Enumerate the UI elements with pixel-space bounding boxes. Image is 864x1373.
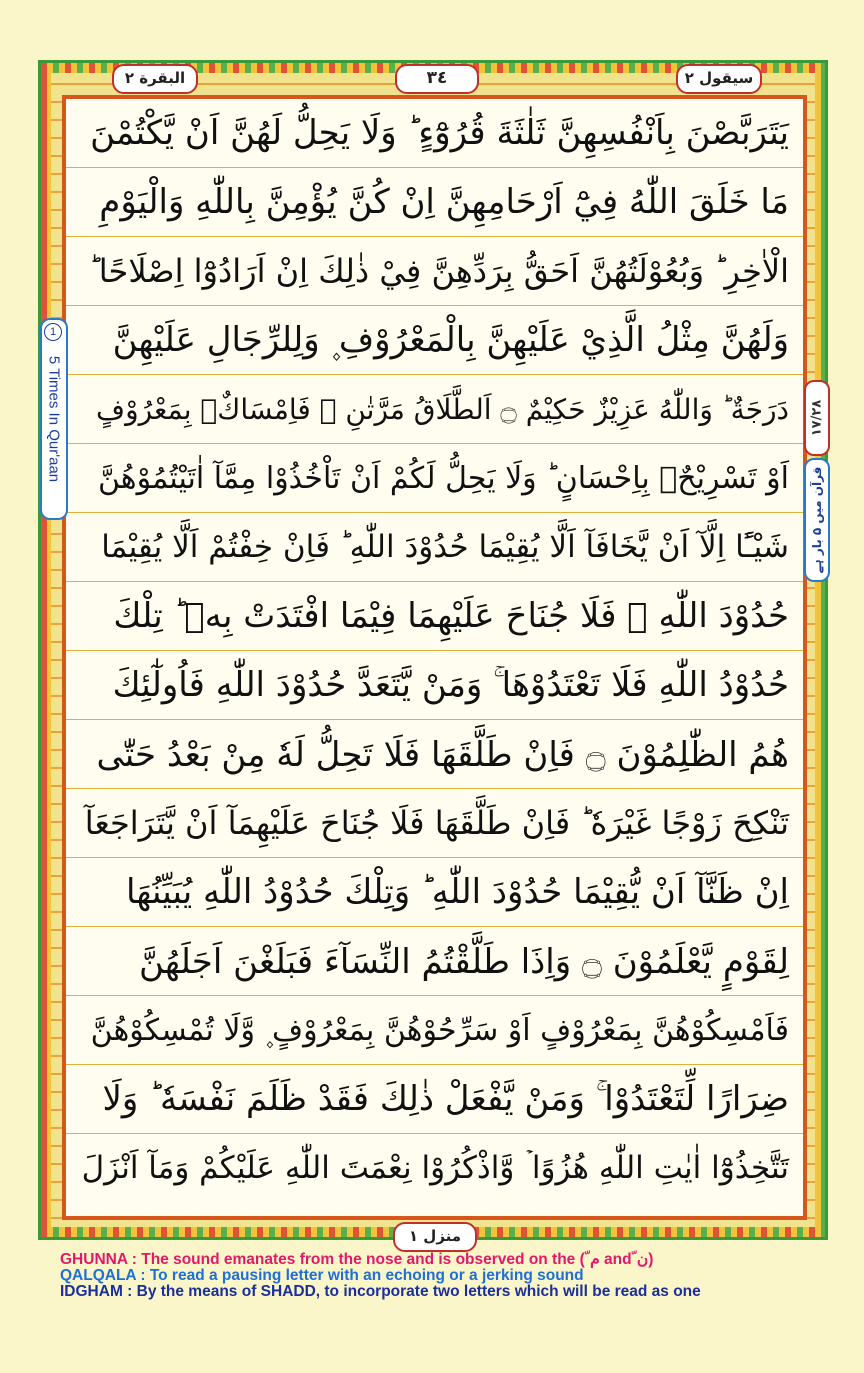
text-line-14: فَاَمْسِكُوْهُنَّ بِمَعْرُوْفٍ اَوْ سَرِّحُوْهُنَّ بِمَعْرُوْفٍ ۪ وَّلَا تُمْسِكُوْهُنَّ [66, 996, 803, 1065]
text-line-13: لِقَوْمٍ يَّعْلَمُوْنَ ۝ وَاِذَا طَلَّقْتُمُ النِّسَآءَ فَبَلَغْنَ اَجَلَهُنَّ [66, 927, 803, 996]
text-line-2: مَا خَلَقَ اللّٰهُ فِيْٓ اَرْحَامِهِنَّ اِنْ كُنَّ يُؤْمِنَّ بِاللّٰهِ وَالْيَوْمِ [66, 168, 803, 237]
quran-text-area [62, 95, 807, 1220]
side-note-left-text: 5 Times In Qur'aan [45, 355, 63, 483]
text-line-12: اِنْ ظَنَّآ اَنْ يُّقِيْمَا حُدُوْدَ اللّٰهِ ؕ وَتِلْكَ حُدُوْدُ اللّٰهِ يُبَيِّنُهَا [66, 858, 803, 927]
side-note-number: 1 [44, 323, 62, 341]
side-note-left [40, 318, 68, 520]
para-name-label: سيقول ٢ [676, 64, 762, 94]
text-line-4: وَلَهُنَّ مِثْلُ الَّذِيْ عَلَيْهِنَّ بِالْمَعْرُوْفِ ۪ وَلِلرِّجَالِ عَلَيْهِنَّ [66, 306, 803, 375]
text-line-5: دَرَجَةٌ ؕ وَاللّٰهُ عَزِيْزٌ حَكِيْمٌ ۝ اَلطَّلَاقُ مَرَّتٰنِ ۪ فَاِمْسَاكٌۢ بِمَعْرُوْفٍ [66, 375, 803, 444]
text-line-16: تَتَّخِذُوْٓا اٰيٰتِ اللّٰهِ هُزُوًا ۡ وَّاذْكُرُوْا نِعْمَتَ اللّٰهِ عَلَيْكُمْ وَمَآ اَنْزَلَ [81, 1150, 789, 1186]
text-line-10: هُمُ الظّٰلِمُوْنَ ۝ فَاِنْ طَلَّقَهَا فَلَا تَحِلُّ لَهٗ مِنْ بَعْدُ حَتّٰى [66, 720, 803, 789]
side-note-right-text: قرآن میں ۵ بار ہے [810, 466, 824, 574]
legend-qalqala: QALQALA : To read a pausing letter with an echoing or a jerking sound [60, 1267, 584, 1284]
text-line-8: حُدُوْدَ اللّٰهِ ۙ فَلَا جُنَاحَ عَلَيْهِمَا فِيْمَا افْتَدَتْ بِهٖ ؕ تِلْكَ [66, 582, 803, 651]
page-number: ٣٤ [395, 64, 479, 94]
text-line-1: يَتَرَبَّصْنَ بِاَنْفُسِهِنَّ ثَلٰثَةَ قُرُوْٓءٍ ؕ وَلَا يَحِلُّ لَهُنَّ اَنْ يَّكْتُمْنَ [66, 99, 803, 168]
ruku-marker-text: ١٧/٢٨ [809, 399, 825, 437]
ruku-marker [804, 380, 830, 456]
side-note-right [804, 458, 830, 582]
text-line-7: شَيْـًٔا اِلَّآ اَنْ يَّخَافَآ اَلَّا يُقِيْمَا حُدُوْدَ اللّٰهِ ؕ فَاِنْ خِفْتُمْ اَلَّا يُقِيْمَا [66, 513, 803, 582]
surah-name-label: البقرة ٢ [112, 64, 198, 94]
text-line-15: ضِرَارًا لِّتَعْتَدُوْا ۚ وَمَنْ يَّفْعَلْ ذٰلِكَ فَقَدْ ظَلَمَ نَفْسَهٗ ؕ وَلَا [66, 1065, 803, 1134]
legend-idgham: IDGHAM : By the means of SHADD, to incorporate two letters which will be read as one [60, 1283, 701, 1300]
legend-ghunna: GHUNNA : The sound emanates from the nose and is observed on the ( ّم and ّن) [60, 1251, 654, 1268]
text-line-6: اَوْ تَسْرِيْحٌۢ بِاِحْسَانٍ ؕ وَلَا يَحِلُّ لَكُمْ اَنْ تَاْخُذُوْا مِمَّآ اٰتَيْتُمُوْهُنَّ [66, 444, 803, 513]
manzil-label: منزل ١ [393, 1222, 477, 1252]
text-line-3: الْاٰخِرِ ؕ وَبُعُوْلَتُهُنَّ اَحَقُّ بِرَدِّهِنَّ فِيْ ذٰلِكَ اِنْ اَرَادُوْٓا اِصْلَاحًا ؕ [66, 237, 803, 306]
tajweed-legend [60, 1252, 820, 1300]
text-line-11: تَنْكِحَ زَوْجًا غَيْرَهٗ ؕ فَاِنْ طَلَّقَهَا فَلَا جُنَاحَ عَلَيْهِمَآ اَنْ يَّتَرَاجَعَآ [66, 789, 803, 858]
text-line-9: حُدُوْدُ اللّٰهِ فَلَا تَعْتَدُوْهَا ۚ وَمَنْ يَّتَعَدَّ حُدُوْدَ اللّٰهِ فَاُولٰٓئِكَ [66, 651, 803, 720]
